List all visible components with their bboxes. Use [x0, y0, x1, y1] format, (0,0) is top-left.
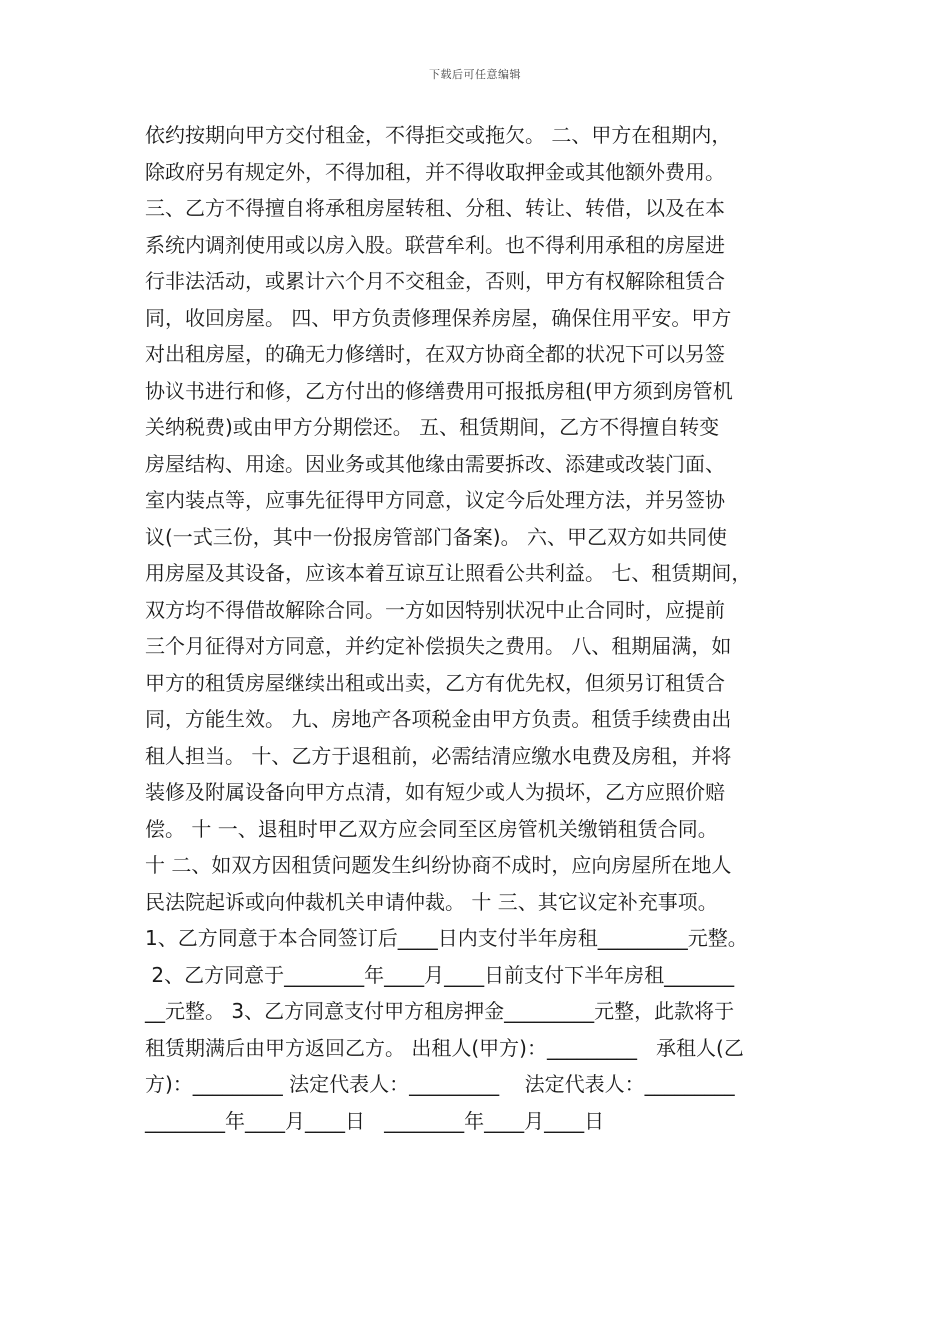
body-line: 十 二、如双方因租赁问题发生纠纷协商不成时，应向房屋所在地人 — [145, 853, 732, 877]
body-line: 议(一式三份，其中一份报房管部门备案)。 六、甲乙双方如共同使 — [145, 524, 727, 549]
body-line: 装修及附属设备向甲方点清，如有短少或人为损坏，乙方应照价赔 — [145, 780, 725, 804]
payment-clause-line: 1、乙方同意于本合同签订后____日内支付半年房租_________元整。 — [145, 926, 748, 950]
body-line: 协议书进行和修，乙方付出的修缮费用可报抵房租(甲方须到房管机 — [145, 378, 733, 403]
body-line: 民法院起诉或向仲裁机关申请仲裁。 十 三、其它议定补充事项。 — [145, 889, 718, 914]
body-line: 三个月征得对方同意，并约定补偿损失之费用。 八、租期届满，如 — [145, 634, 732, 658]
deposit-clause-line: __元整。 3、乙方同意支付甲方租房押金_________元整，此款将于 — [145, 999, 735, 1023]
body-line: 双方均不得借故解除合同。一方如因特别状况中止合同时，应提前 — [145, 597, 725, 622]
body-line: 租人担当。 十、乙方于退租前，必需结清应缴水电费及房租，并将 — [145, 743, 732, 768]
page-header: 下载后可任意编辑 — [429, 68, 521, 81]
body-line: 室内装点等，应事先征得甲方同意，议定今后处理方法，并另签协 — [145, 488, 725, 512]
body-line: 三、乙方不得擅自将承租房屋转租、分租、转让、转借，以及在本 — [145, 196, 725, 220]
body-line: 用房屋及其设备，应该本着互谅互让照看公共利益。 七、租赁期间， — [145, 561, 752, 585]
body-line: 房屋结构、用途。因业务或其他缘由需要拆改、添建或改装门面、 — [145, 451, 725, 476]
body-line: 甲方的租赁房屋继续出租或出卖，乙方有优先权，但须另订租赁合 — [145, 670, 725, 695]
payment-clause-line: 2、乙方同意于________年____月____日前支付下半年房租_______ — [145, 962, 735, 987]
signature-line: 方)：_________ 法定代表人：_________ 法定代表人：_________ — [145, 1072, 735, 1096]
body-line: 关纳税费)或由甲方分期偿还。 五、租赁期间，乙方不得擅自转变 — [145, 415, 720, 439]
contract-body — [145, 117, 825, 1139]
body-line: 依约按期向甲方交付租金，不得拒交或拖欠。 二、甲方在租期内， — [145, 123, 732, 147]
body-line: 同，收回房屋。 四、甲方负责修理保养房屋，确保住用平安。甲方 — [145, 305, 732, 330]
body-line: 对出租房屋，的确无力修缮时，在双方协商全都的状况下可以另签 — [145, 342, 725, 366]
body-line: 除政府另有规定外，不得加租，并不得收取押金或其他额外费用。 — [145, 159, 725, 184]
body-line: 行非法活动，或累计六个月不交租金，否则，甲方有权解除租赁合 — [145, 269, 725, 293]
body-line: 同，方能生效。 九、房地产各项税金由甲方负责。租赁手续费由出 — [145, 707, 732, 731]
date-line: ________年____月____日 ________年____月____日 — [145, 1108, 605, 1133]
body-line: 偿。 十 一、退租时甲乙双方应会同至区房管机关缴销租赁合同。 — [145, 816, 718, 841]
body-line: 系统内调剂使用或以房入股。联营牟利。也不得利用承租的房屋进 — [145, 232, 725, 257]
signature-line: 租赁期满后由甲方返回乙方。 出租人(甲方)：_________ 承租人(乙 — [145, 1035, 744, 1060]
